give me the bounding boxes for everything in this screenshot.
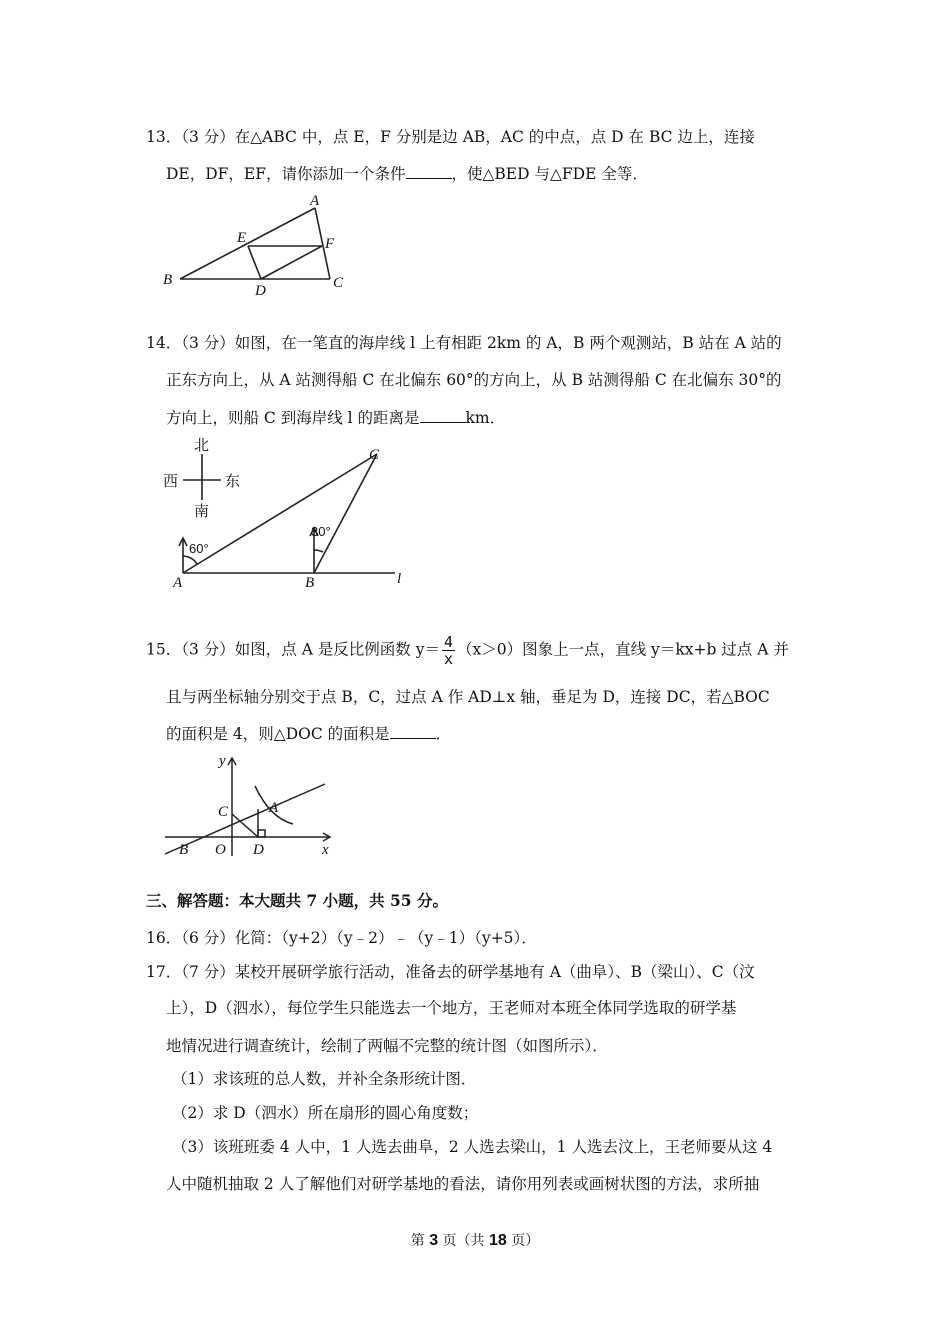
- footer-middle: 页（共: [438, 1233, 489, 1249]
- q15-line1-text: 15．（3 分）如图，点 A 是反比例函数 y＝: [146, 640, 440, 659]
- label-A: A: [310, 193, 320, 209]
- answer-blank: [390, 724, 436, 739]
- footer-suffix: 页）: [506, 1233, 540, 1249]
- q17-part2: （2）求 D（泗水）所在扇形的圆心角度数；: [172, 1104, 479, 1122]
- q15-line1: [146, 634, 789, 667]
- q15-line3: [166, 724, 451, 744]
- fraction-numerator: 4: [444, 633, 454, 651]
- label-B: B: [163, 272, 173, 288]
- fraction-4-over-x: [442, 634, 455, 667]
- label-C: C: [369, 447, 380, 463]
- footer-prefix: 第: [410, 1233, 430, 1249]
- footer-page-number: 3: [429, 1232, 439, 1249]
- q14-line3-text: 方向上，则船 C 到海岸线 l 的距离是: [166, 409, 420, 427]
- compass-east: 东: [225, 472, 241, 490]
- fraction-denominator: x: [444, 650, 454, 668]
- label-x: x: [322, 842, 329, 858]
- q14-line3: [166, 408, 505, 428]
- q15-line1-rest: （x＞0）图象上一点，直线 y＝kx+b 过点 A 并: [457, 640, 789, 659]
- label-D: D: [253, 842, 264, 858]
- q14-line1: 14．（3 分）如图，在一笔直的海岸线 l 上有相距 2km 的 A，B 两个观测站，B 站在 A 站的: [146, 334, 782, 352]
- q13-line2: [166, 164, 648, 184]
- q13-line1: 13．（3 分）在△ABC 中，点 E，F 分别是边 AB，AC 的中点，点 D 在 BC 边上，连接: [146, 128, 755, 146]
- label-A: A: [173, 575, 183, 591]
- label-y: y: [219, 753, 226, 769]
- q14-line3-unit: km．: [465, 409, 506, 427]
- section-3-heading: 三、解答题：本大题共 7 小题，共 55 分。: [146, 891, 448, 910]
- label-l: l: [397, 571, 402, 587]
- label-B: B: [305, 575, 315, 591]
- q14-line2: 正东方向上，从 A 站测得船 C 在北偏东 60°的方向上，从 B 站测得船 C 在北偏东 30°的: [166, 371, 782, 389]
- label-C: C: [333, 275, 344, 291]
- page-footer: [0, 1230, 950, 1250]
- angle-30: 30°: [311, 524, 331, 539]
- label-A: A: [269, 800, 279, 816]
- compass-south: 南: [194, 502, 210, 520]
- answer-blank: [406, 164, 452, 179]
- label-O: O: [215, 842, 226, 858]
- compass-west: 西: [163, 472, 179, 490]
- q15-coordinate-figure: [155, 748, 345, 863]
- q15-line3-text: 的面积是 4，则△DOC 的面积是: [166, 725, 390, 743]
- q14-coastline-figure: [155, 432, 425, 597]
- q17-part3-line1: （3）该班班委 4 人中，1 人选去曲阜，2 人选去梁山，1 人选去汶上，王老师要从这 4: [172, 1138, 773, 1156]
- q17-line3: 地情况进行调查统计，绘制了两幅不完整的统计图（如图所示）．: [166, 1037, 608, 1055]
- label-F: F: [325, 236, 335, 252]
- label-D: D: [255, 283, 266, 298]
- q17-part3-line2: 人中随机抽取 2 人了解他们对研学基地的看法，请你用列表或画树状图的方法，求所抽: [166, 1175, 760, 1193]
- compass-north: 北: [194, 436, 210, 454]
- footer-total-pages: 18: [489, 1232, 507, 1249]
- label-E: E: [237, 230, 247, 246]
- answer-blank: [420, 408, 466, 423]
- q13-triangle-figure: [155, 188, 355, 298]
- q17-line1: 17．（7 分）某校开展研学旅行活动，准备去的研学基地有 A（曲阜）、B（梁山）、C（汶: [146, 963, 755, 981]
- label-B: B: [179, 842, 189, 858]
- q15-line2: 且与两坐标轴分别交于点 B，C，过点 A 作 AD⊥x 轴，垂足为 D，连接 DC，若△BOC: [166, 688, 770, 706]
- q13-line2-end: ，使△BED 与△FDE 全等．: [451, 165, 648, 183]
- q16-text: 16．（6 分）化简：（y+2）（y﹣2）﹣（y﹣1）（y+5）．: [146, 929, 537, 947]
- q17-part1: （1）求该班的总人数，并补全条形统计图．: [172, 1070, 477, 1088]
- angle-60: 60°: [189, 541, 209, 556]
- q17-line2: 上），D（泗水），每位学生只能选去一个地方，王老师对本班全体同学选取的研学基: [166, 999, 737, 1017]
- q13-line2-text: DE，DF，EF，请你添加一个条件: [166, 165, 406, 183]
- q15-line3-end: ．: [435, 725, 452, 743]
- label-C: C: [218, 804, 229, 820]
